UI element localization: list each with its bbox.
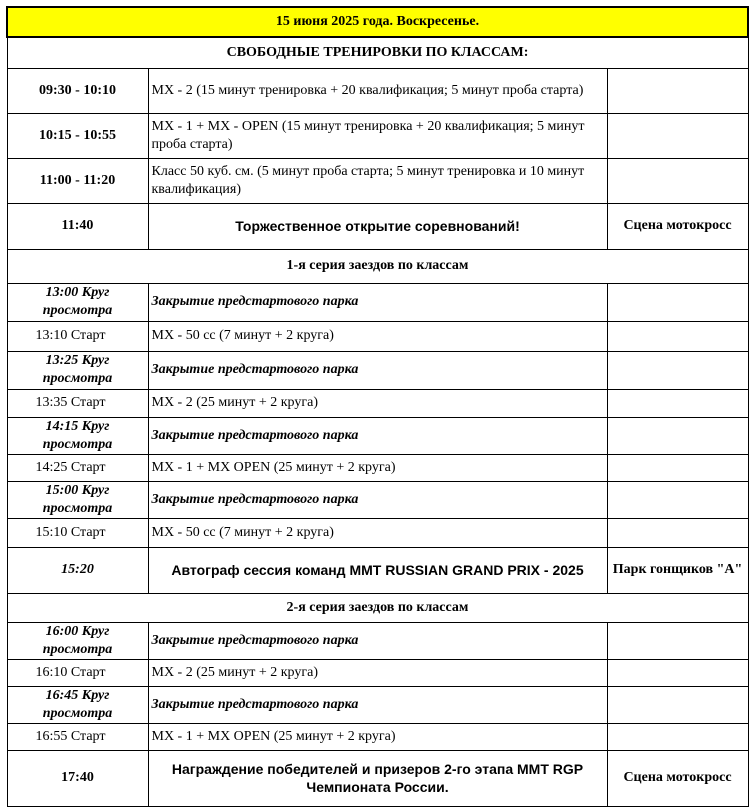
row-event: Закрытие предстартового парка	[148, 417, 607, 454]
row-event: MX - 1 + MX OPEN (25 минут + 2 круга)	[148, 723, 607, 750]
practice-desc: MX - 2 (15 минут тренировка + 20 квалификация; 5 минут проба старта)	[148, 68, 607, 113]
venue-cell	[607, 321, 748, 351]
date-title: 15 июня 2025 года. Воскресенье.	[7, 7, 748, 37]
venue-cell	[607, 723, 748, 750]
practice-row	[7, 68, 748, 113]
venue-cell	[607, 686, 748, 723]
venue-cell	[607, 622, 748, 659]
practice-time: 11:00 - 11:20	[7, 158, 148, 203]
series-header-row	[7, 249, 748, 283]
schedule-row	[7, 686, 748, 723]
row-time: 13:25 Круг просмотра	[7, 351, 148, 389]
practice-header-row	[7, 37, 748, 68]
awards-text: Награждение победителей и призеров 2-го этапа MMT RGP Чемпионата России.	[148, 750, 607, 806]
schedule-row	[7, 283, 748, 321]
awards-row	[7, 750, 748, 806]
row-time: 16:45 Круг просмотра	[7, 686, 148, 723]
row-event: Закрытие предстартового парка	[148, 351, 607, 389]
autograph-time: 15:20	[7, 547, 148, 593]
practice-header: СВОБОДНЫЕ ТРЕНИРОВКИ ПО КЛАССАМ:	[7, 37, 748, 68]
schedule-row	[7, 321, 748, 351]
schedule-row	[7, 389, 748, 417]
schedule-row	[7, 518, 748, 547]
opening-row	[7, 203, 748, 249]
venue-cell	[607, 481, 748, 518]
autograph-venue: Парк гонщиков "А"	[607, 547, 748, 593]
row-event: Закрытие предстартового парка	[148, 283, 607, 321]
row-time: 15:00 Круг просмотра	[7, 481, 148, 518]
row-time: 14:15 Круг просмотра	[7, 417, 148, 454]
row-event: MX - 50 cc (7 минут + 2 круга)	[148, 518, 607, 547]
opening-text: Торжественное открытие соревнований!	[148, 203, 607, 249]
row-time: 13:10 Старт	[7, 321, 148, 351]
awards-venue: Сцена мотокросс	[607, 750, 748, 806]
schedule-row	[7, 723, 748, 750]
autograph-text: Автограф сессия команд MMT RUSSIAN GRAND PRIX - 2025	[148, 547, 607, 593]
row-time: 16:55 Старт	[7, 723, 148, 750]
opening-venue: Сцена мотокросс	[607, 203, 748, 249]
practice-row	[7, 158, 748, 203]
row-time: 13:35 Старт	[7, 389, 148, 417]
venue-cell	[607, 659, 748, 686]
series-header-row	[7, 593, 748, 622]
practice-row	[7, 113, 748, 158]
venue-cell	[607, 158, 748, 203]
row-time: 14:25 Старт	[7, 454, 148, 481]
row-time: 15:10 Старт	[7, 518, 148, 547]
venue-cell	[607, 389, 748, 417]
practice-desc: MX - 1 + MX - OPEN (15 минут тренировка + 20 квалификация; 5 минут проба старта)	[148, 113, 607, 158]
opening-time: 11:40	[7, 203, 148, 249]
row-event: Закрытие предстартового парка	[148, 481, 607, 518]
schedule-table	[6, 6, 749, 807]
venue-cell	[607, 417, 748, 454]
practice-time: 10:15 - 10:55	[7, 113, 148, 158]
practice-desc: Класс 50 куб. см. (5 минут проба старта; 5 минут тренировка и 10 минут квалификация)	[148, 158, 607, 203]
venue-cell	[607, 454, 748, 481]
row-event: MX - 50 cc (7 минут + 2 круга)	[148, 321, 607, 351]
row-event: MX - 2 (25 минут + 2 круга)	[148, 389, 607, 417]
series-2-title: 2-я серия заездов по классам	[7, 593, 748, 622]
schedule-row	[7, 417, 748, 454]
row-time: 16:00 Круг просмотра	[7, 622, 148, 659]
row-event: Закрытие предстартового парка	[148, 686, 607, 723]
date-row	[7, 7, 748, 37]
series-1-title: 1-я серия заездов по классам	[7, 249, 748, 283]
schedule-row	[7, 659, 748, 686]
schedule-row	[7, 454, 748, 481]
row-event: MX - 2 (25 минут + 2 круга)	[148, 659, 607, 686]
practice-time: 09:30 - 10:10	[7, 68, 148, 113]
venue-cell	[607, 283, 748, 321]
awards-time: 17:40	[7, 750, 148, 806]
venue-cell	[607, 351, 748, 389]
row-time: 16:10 Старт	[7, 659, 148, 686]
schedule-row	[7, 622, 748, 659]
schedule-row	[7, 351, 748, 389]
schedule-row	[7, 481, 748, 518]
row-event: MX - 1 + MX OPEN (25 минут + 2 круга)	[148, 454, 607, 481]
row-time: 13:00 Круг просмотра	[7, 283, 148, 321]
venue-cell	[607, 113, 748, 158]
autograph-row	[7, 547, 748, 593]
venue-cell	[607, 518, 748, 547]
row-event: Закрытие предстартового парка	[148, 622, 607, 659]
venue-cell	[607, 68, 748, 113]
